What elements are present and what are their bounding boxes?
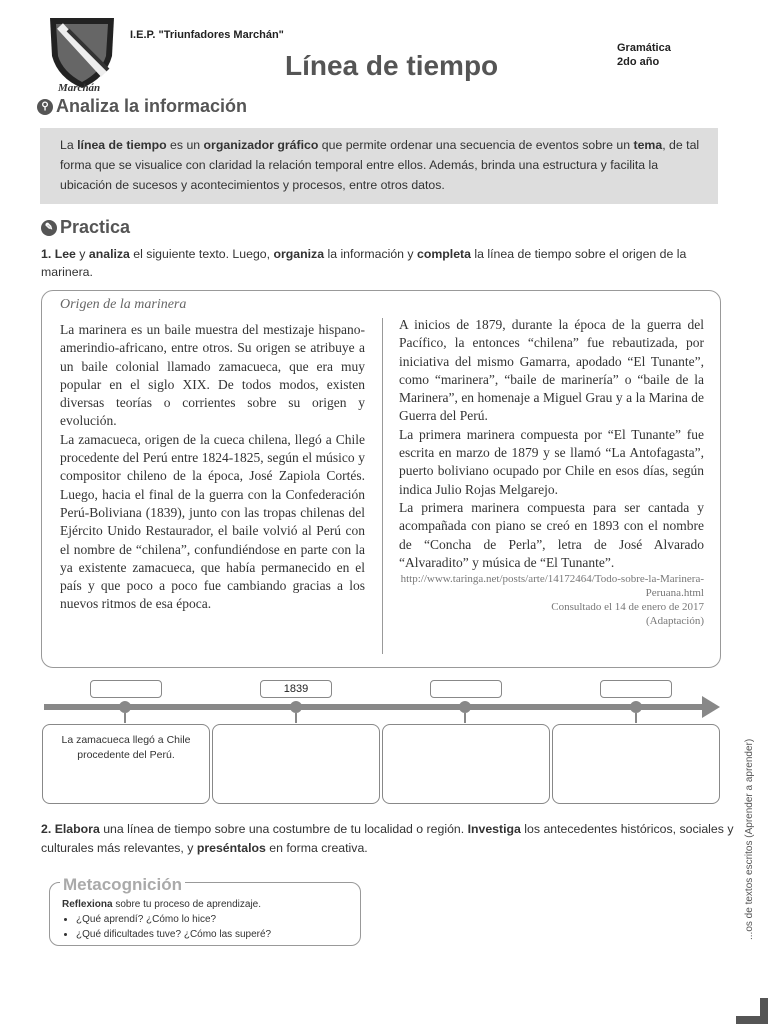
paragraph: La zamacueca, origen de la cueca chilena, llegó a Chile procedente del Perú entre 1824-1825, según el músico y compositor chileno de la época, José Zapiola Cortés. Luego, hacia el final de la guerra con la Confederación Perú-Boliviana (1839), junto con las tropas chilenas del Ejército Unido Restaurador, el baile volvió al Perú con el nombre de “chilena”, confundiéndose en parte con la ya existente zamacueca, que había permanecido en el país y que poco a poco fue cambiando gracias a los nuevos ritmos de esa época. xyxy=(60,431,365,612)
timeline-date-3[interactable] xyxy=(430,680,502,698)
magnifier-icon: ⚲ xyxy=(37,99,53,115)
timeline-event-box-4[interactable] xyxy=(552,724,720,804)
q-verb: Investiga xyxy=(467,822,521,836)
q-text: en forma creativa. xyxy=(265,841,368,855)
list-item: • ¿Qué dificultades tuve? ¿Cómo las superé? xyxy=(76,927,271,942)
subject-info xyxy=(617,41,671,69)
q-text: una línea de tiempo sobre una costumbre de tu localidad o región. xyxy=(99,822,468,836)
school-logo-shield xyxy=(46,12,118,92)
paragraph: La marinera es un baile muestra del mestizaje hispano-amerindio-africano, entre otros. Su origen se atribuye a un baile colonial llamado zamacueca, que era muy popular en el siglo XIX. De todos modos, existen diversas teorías o corrientes sobre su origen y evolución. xyxy=(60,322,365,429)
source-url[interactable]: http://www.taringa.net/posts/arte/14172464/Todo-sobre-la-Marinera-Peruana.html xyxy=(400,573,704,600)
q-verb: completa xyxy=(417,247,471,261)
q-num: 1. xyxy=(41,247,55,261)
timeline-date-4[interactable] xyxy=(600,680,672,698)
reading-left-column xyxy=(60,321,365,614)
paragraph: La primera marinera compuesta para ser cantada y acompañada con piano se creó en 1893 con el nombre de “Concha de Perla”, letra de José Alvarado “Alvaradito” y música de “El Tunante”. xyxy=(399,499,704,570)
practica-heading xyxy=(41,217,130,238)
grade-label: 2do año xyxy=(617,56,660,68)
timeline-marker xyxy=(630,701,642,713)
lead-bold: Reflexiona xyxy=(62,899,113,910)
q-verb: Elabora xyxy=(54,822,100,836)
paragraph: A inicios de 1879, durante la época de la guerra del Pacífico, la entonces “chilena” fue rebautizada, por iniciativa del mismo Gamarra, apodado “El Tunante”, como “marinera”, “baile de marinería” o “baile de la Marinera”, en homenaje a Miguel Grau y a la Marina de Guerra del Perú. xyxy=(399,317,704,424)
timeline-date-2[interactable]: 1839 xyxy=(260,680,332,698)
q-verb: Lee xyxy=(54,247,76,261)
pencil-icon: ✎ xyxy=(41,220,57,236)
metacognition-content xyxy=(62,897,271,942)
def-text: , de tal forma que se visualice con claridad la relación temporal entre ellos. Además, brinda una estructura y facilita la ubicación de sucesos y acontecimientos y procesos, entre otros datos. xyxy=(60,138,700,192)
timeline-stem xyxy=(635,713,637,723)
side-label: ...os de textos escritos (Aprender a aprender) xyxy=(744,738,755,940)
timeline-date-1[interactable] xyxy=(90,680,162,698)
consulted-date: Consultado el 14 de enero de 2017 xyxy=(551,601,704,614)
lead-text: sobre tu proceso de aprendizaje. xyxy=(112,899,262,910)
reading-title: Origen de la marinera xyxy=(60,297,187,312)
def-bold: organizador gráfico xyxy=(203,138,319,152)
timeline-marker xyxy=(290,701,302,713)
def-text: La xyxy=(60,138,78,152)
q-text: y xyxy=(75,247,89,261)
timeline-event-box-2[interactable] xyxy=(212,724,380,804)
reflection-list xyxy=(62,912,271,942)
logo-text: Marchán xyxy=(58,82,101,94)
def-bold: tema xyxy=(633,138,663,152)
question-2 xyxy=(41,820,741,858)
analiza-heading-text: Analiza la información xyxy=(56,96,248,116)
page-title: Línea de tiempo xyxy=(285,50,499,81)
timeline-event-box-1[interactable]: La zamacueca llegó a Chile procedente del Perú. xyxy=(42,724,210,804)
source-citation xyxy=(399,572,704,628)
practica-heading-text: Practica xyxy=(60,217,131,237)
timeline-stem xyxy=(295,713,297,723)
metacognition-title: Metacognición xyxy=(60,875,185,895)
reading-right-column xyxy=(399,316,704,628)
def-bold: línea de tiempo xyxy=(77,138,167,152)
corner-mark xyxy=(760,998,768,1024)
list-item: • ¿Qué aprendí? ¿Cómo lo hice? xyxy=(76,912,271,927)
definition-box xyxy=(40,128,718,204)
timeline-stem xyxy=(124,713,126,723)
def-text: que permite ordenar una secuencia de eventos sobre un xyxy=(318,138,634,152)
school-name: I.E.P. "Triunfadores Marchán" xyxy=(130,29,284,41)
q-verb: preséntalos xyxy=(196,841,266,855)
timeline-arrow-icon xyxy=(702,696,720,718)
timeline-event-box-3[interactable] xyxy=(382,724,550,804)
q-text: los antecedentes históricos, sociales y culturales más relevantes, y xyxy=(41,822,734,855)
q-text: la información y xyxy=(324,247,417,261)
q-num: 2. xyxy=(41,822,55,836)
column-divider xyxy=(382,318,383,654)
adapted-note: (Adaptación) xyxy=(645,615,704,628)
paragraph: La primera marinera compuesta por “El Tunante” fue escrita en marzo de 1879 y se llamó “La Antofagasta”, puerto boliviano ocupado por Chile en esos días, según indica Julio Rojas Melgarejo. xyxy=(399,426,704,497)
timeline-axis xyxy=(44,704,708,710)
q-verb: analiza xyxy=(88,247,130,261)
analiza-heading xyxy=(37,96,247,117)
timeline-marker xyxy=(459,701,471,713)
def-text: es un xyxy=(166,138,204,152)
timeline-marker xyxy=(119,701,131,713)
metacognition-lead xyxy=(62,897,271,912)
q-verb: organiza xyxy=(273,247,325,261)
question-1 xyxy=(41,245,726,281)
subject-name: Gramática xyxy=(617,42,671,54)
timeline-stem xyxy=(464,713,466,723)
q-text: el siguiente texto. Luego, xyxy=(129,247,274,261)
q-text: la línea de tiempo sobre el origen de la marinera. xyxy=(41,247,687,279)
